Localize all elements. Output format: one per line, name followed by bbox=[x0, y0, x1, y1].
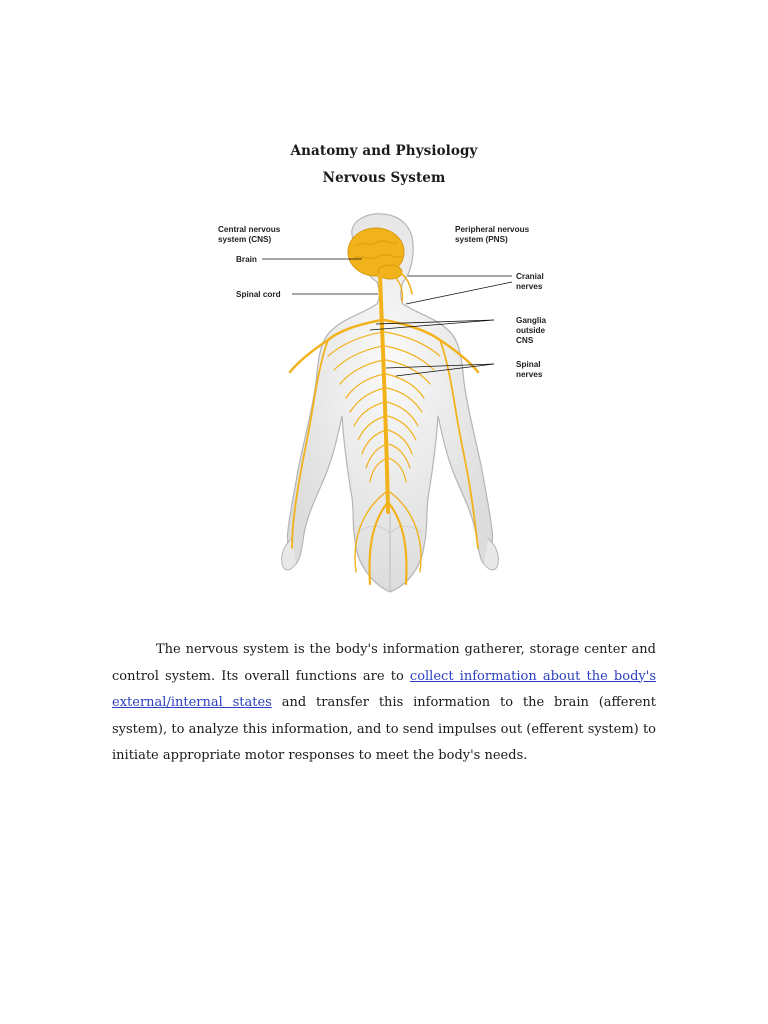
label-cranial-line2: nerves bbox=[516, 282, 543, 291]
label-ganglia-line2: outside bbox=[516, 326, 546, 335]
label-spinal-cord: Spinal cord bbox=[236, 290, 281, 299]
label-spinal-nerves-line2: nerves bbox=[516, 370, 543, 379]
label-cns-line1: Central nervous bbox=[218, 225, 281, 234]
collect-information-link[interactable]: collect information about the body's external/internal states bbox=[112, 668, 656, 710]
document-subtitle: Nervous System bbox=[322, 170, 446, 186]
label-spinal-nerves-line1: Spinal bbox=[516, 360, 541, 369]
label-cranial-line1: Cranial bbox=[516, 272, 544, 281]
paragraph-text-start: The nervous system is the body's information gatherer, storage center and control system. Its overall functions are to bbox=[112, 642, 656, 684]
brain-illustration bbox=[348, 228, 404, 279]
label-pns-line1: Peripheral nervous bbox=[455, 225, 530, 234]
nervous-system-diagram bbox=[200, 212, 580, 604]
label-pns-line2: system (PNS) bbox=[455, 235, 508, 244]
paragraph-text-end: and transfer this information to the brain (afferent system), to analyze this information, and to send impulses out (efferent system) to initiate appropriate motor responses to meet the body's needs. bbox=[112, 695, 656, 763]
label-brain: Brain bbox=[236, 255, 257, 264]
nervous-system-illustration bbox=[200, 212, 580, 604]
body-paragraph bbox=[112, 637, 656, 770]
label-cns-line2: system (CNS) bbox=[218, 235, 272, 244]
label-ganglia-line1: Ganglia bbox=[516, 316, 547, 325]
label-ganglia-line3: CNS bbox=[516, 336, 534, 345]
document-title: Anatomy and Physiology bbox=[290, 143, 478, 159]
